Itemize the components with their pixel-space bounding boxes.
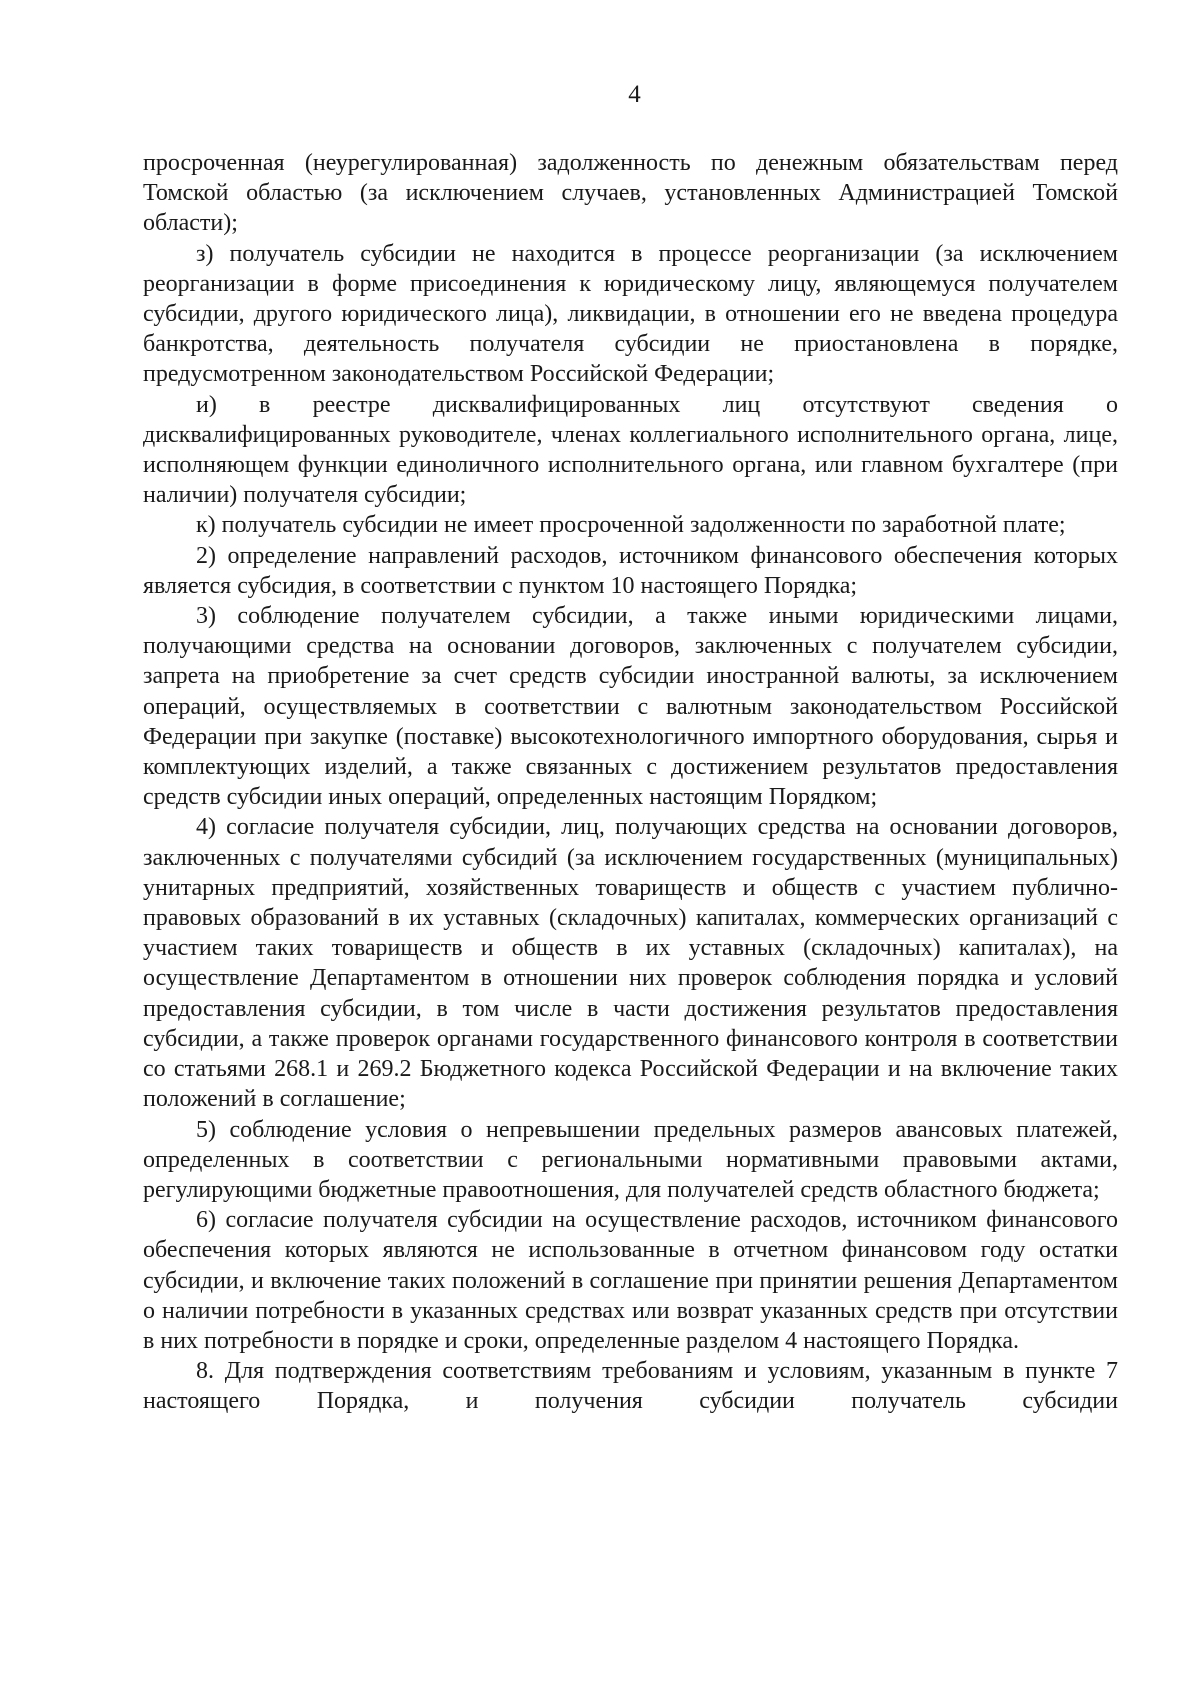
document-page xyxy=(143,80,1118,1417)
paragraph-continuation: просроченная (неурегулированная) задолженность по денежным обязательствам перед Томской областью (за исключением случаев, установленных Администрацией Томской области); xyxy=(143,150,1118,237)
paragraph-item-z: з) получатель субсидии не находится в процессе реорганизации (за исключением реорганизации в форме присоединения к юридическому лицу, являющемуся получателем субсидии, другого юридического лица), ликвидации, в отношении его не введена процедура банкротства, деятельность получателя субсидии не приостановлена в порядке, предусмотренном законодательством Российской Федерации; xyxy=(143,240,1118,388)
page-number: 4 xyxy=(628,81,641,108)
paragraph-item-i: и) в реестре дисквалифицированных лиц отсутствуют сведения о дисквалифицированных руководителе, членах коллегиального исполнительного органа, лице, исполняющем функции единоличного исполнительного органа, или главном бухгалтере (при наличии) получателя субсидии; xyxy=(143,391,1118,509)
paragraph-item-k: к) получатель субсидии не имеет просроченной задолженности по заработной плате; xyxy=(196,512,1066,539)
paragraph-item-4: 4) согласие получателя субсидии, лиц, получающих средства на основании договоров, заключенных с получателями субсидий (за исключением государственных (муниципальных) унитарных предприятий, хозяйственных товариществ и обществ с участием публично-правовых образований в их уставных (складочных) капиталах, коммерческих организаций с участием таких товариществ и обществ в их уставных (складочных) капиталах), на осуществление Департаментом в отношении них проверок соблюдения порядка и условий предоставления субсидии, в том числе в части достижения результатов предоставления субсидии, а также проверок органами государственного финансового контроля в соответствии со статьями 268.1 и 269.2 Бюджетного кодекса Российской Федерации и на включение таких положений в соглашение; xyxy=(143,814,1118,1113)
paragraph-item-6: 6) согласие получателя субсидии на осуществление расходов, источником финансового обеспечения которых являются не использованные в отчетном финансовом году остатки субсидии, и включение таких положений в соглашение при принятии решения Департаментом о наличии потребности в указанных средствах или возврат указанных средств при отсутствии в них потребности в порядке и сроки, определенные разделом 4 настоящего Порядка. xyxy=(143,1207,1118,1354)
document-body xyxy=(143,148,1118,1417)
paragraph-item-3: 3) соблюдение получателем субсидии, а также иными юридическими лицами, получающими средства на основании договоров, заключенных с получателем субсидии, запрета на приобретение за счет средств субсидии иностранной валюты, за исключением операций, осуществляемых в соответствии с валютным законодательством Российской Федерации при закупке (поставке) высокотехнологичного импортного оборудования, сырья и комплектующих изделий, а также связанных с достижением результатов предоставления средств субсидии иных операций, определенных настоящим Порядком; xyxy=(143,603,1118,811)
paragraph-clause-8: 8. Для подтверждения соответствиям требованиям и условиям, указанным в пункте 7 настоящего Порядка, и получения субсидии получатель субсидии xyxy=(143,1358,1118,1415)
paragraph-item-2: 2) определение направлений расходов, источником финансового обеспечения которых является субсидия, в соответствии с пунктом 10 настоящего Порядка; xyxy=(143,542,1118,599)
paragraph-item-5: 5) соблюдение условия о непревышении предельных размеров авансовых платежей, определенных в соответствии с региональными нормативными правовыми актами, регулирующими бюджетные правоотношения, для получателей средств областного бюджета; xyxy=(143,1116,1118,1203)
